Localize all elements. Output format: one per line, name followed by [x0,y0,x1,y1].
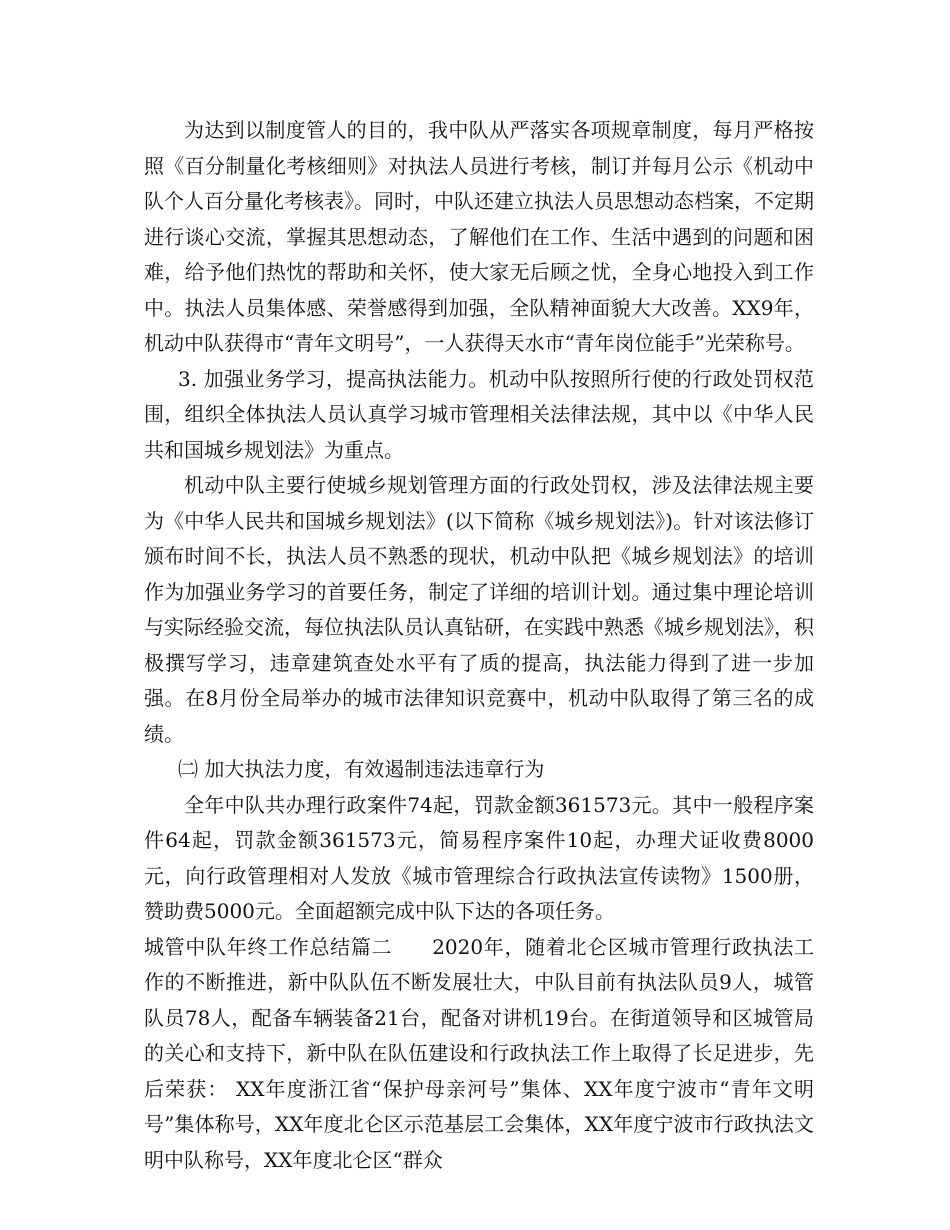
document-body [144,113,814,1178]
paragraph-business-study: 3. 加强业务学习，提高执法能力。机动中队按照所行使的行政处罚权范围，组织全体执法人员认真学习城市管理相关法律法规，其中以《中华人民共和国城乡规划法》为重点。 [144,366,814,462]
paragraph-enforcement-heading: ㈡ 加大执法力度，有效遏制违法违章行为 [178,757,545,781]
paragraph-section-two [144,930,814,1179]
section-heading: 城管中队年终工作总结篇二 [144,934,393,959]
paragraph-planning-law: 机动中队主要行使城乡规划管理方面的行政处罚权，涉及法律法规主要为《中华人民共和国城乡规划法》(以下简称《城乡规划法》)。针对该法修订颁布时间不长，执法人员不熟悉的现状，机动中队把《城乡规划法》的培训作为加强业务学习的首要任务，制定了详细的培训计划。通过集中理论培训与实际经验交流，每位执法队员认真钻研，在实践中熟悉《城乡规划法》，积极撰写学习，违章建筑查处水平有了质的提高，执法能力得到了进一步加强。在8月份全局举办的城市法律知识竞赛中，机动中队取得了第三名的成绩。 [144,473,814,746]
paragraph-case-statistics: 全年中队共办理行政案件74起，罚款金额361573元。其中一般程序案件64起，罚款金额361573元，简易程序案件10起，办理犬证收费8000元，向行政管理相对人发放《城市管理综合行政执法宣传读物》1500册，赞助费5000元。全面超额完成中队下达的各项任务。 [144,792,814,923]
section-text: 2020年，随着北仑区城市管理行政执法工作的不断推进，新中队队伍不断发展壮大，中队目前有执法队员9人，城管队员78人，配备车辆装备21台，配备对讲机19台。在街道领导和区城管局的关心和支持下，新中队在队伍建设和行政执法工作上取得了长足进步，先后荣获： XX年度浙江省“保护母亲河号”集体、XX年度宁波市“青年文明号”集体称号，XX年度北仑区示范基层工会集体，XX年度宁波市行政执法文明中队称号，XX年度北仑区“群众 [144,934,814,1172]
paragraph-management-system: 为达到以制度管人的目的，我中队从严落实各项规章制度，每月严格按照《百分制量化考核细则》对执法人员进行考核，制订并每月公示《机动中队个人百分量化考核表》。同时，中队还建立执法人员思想动态档案，不定期进行谈心交流，掌握其思想动态，了解他们在工作、生活中遇到的问题和困难，给予他们热忱的帮助和关怀，使大家无后顾之忧，全身心地投入到工作中。执法人员集体感、荣誉感得到加强，全队精神面貌大大改善。XX9年，机动中队获得市“青年文明号”，一人获得天水市“青年岗位能手”光荣称号。 [144,118,814,355]
